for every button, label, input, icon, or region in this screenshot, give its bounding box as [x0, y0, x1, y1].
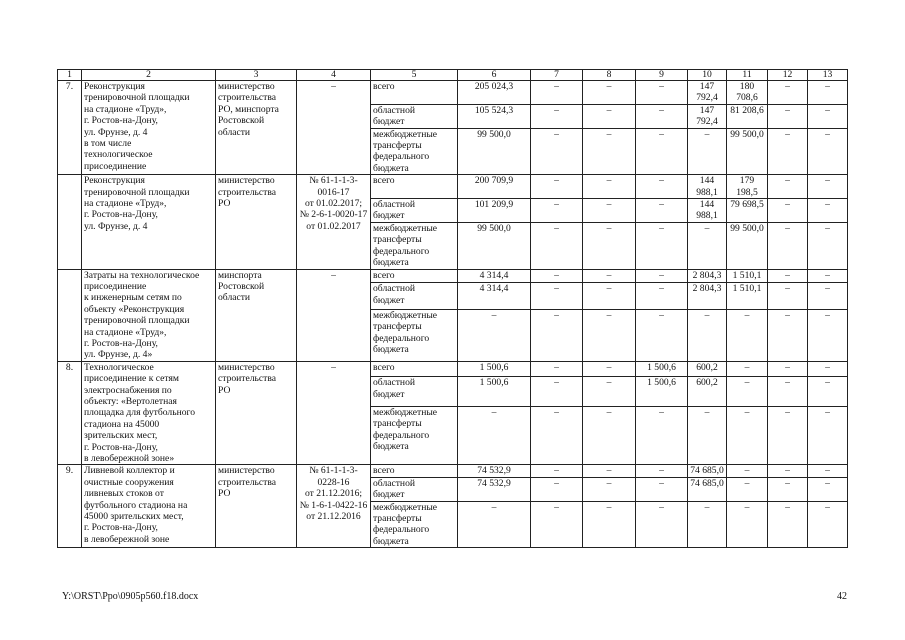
responsible-org-cell: министерство строительства РО	[216, 361, 297, 465]
funding-source-cell: областной бюджет	[371, 104, 458, 128]
amount-cell: –	[583, 128, 636, 175]
amount-cell: –	[768, 81, 808, 105]
table-row	[58, 269, 848, 283]
amount-cell: –	[531, 477, 583, 501]
row-number-cell	[58, 175, 82, 269]
amount-cell: –	[768, 477, 808, 501]
amount-cell: –	[531, 81, 583, 105]
amount-cell: 81 208,6	[727, 104, 768, 128]
column-header: 6	[458, 70, 531, 81]
funding-source-cell: областной бюджет	[371, 477, 458, 501]
amount-cell: 1 510,1	[727, 283, 768, 310]
column-header: 10	[688, 70, 727, 81]
funding-source-cell: всего	[371, 175, 458, 199]
row-number-cell: 7.	[58, 81, 82, 175]
amount-cell: 180 708,6	[727, 81, 768, 105]
amount-cell: –	[636, 175, 688, 199]
amount-cell: –	[808, 309, 848, 361]
amount-cell: –	[768, 199, 808, 223]
financing-table	[57, 69, 848, 548]
amount-cell: 147 792,4	[688, 104, 727, 128]
amount-cell: –	[583, 501, 636, 548]
amount-cell: –	[768, 104, 808, 128]
amount-cell: –	[458, 501, 531, 548]
amount-cell: –	[531, 501, 583, 548]
amount-cell: –	[636, 269, 688, 283]
object-name-cell: Реконструкция тренировочной площадки на стадионе «Труд», г. Ростов-на-Дону, ул. Фрунзе, д. 4 в том числе технологическое присоединение	[82, 81, 216, 175]
amount-cell: –	[768, 283, 808, 310]
amount-cell: 144 988,1	[688, 199, 727, 223]
amount-cell: 101 209,9	[458, 199, 531, 223]
amount-cell: –	[531, 283, 583, 310]
expertise-doc-cell: № 61-1-1-3- 0016-17 от 01.02.2017; № 2-6-1-0020-17 от 01.02.2017	[297, 175, 371, 269]
amount-cell: –	[531, 309, 583, 361]
column-header: 13	[808, 70, 848, 81]
column-header: 8	[583, 70, 636, 81]
amount-cell: –	[636, 128, 688, 175]
amount-cell: –	[531, 269, 583, 283]
expertise-doc-cell: № 61-1-1-3- 0228-16 от 21.12.2016; № 1-6-1-0422-16 от 21.12.2016	[297, 465, 371, 548]
amount-cell: –	[808, 199, 848, 223]
amount-cell: 200 709,9	[458, 175, 531, 199]
amount-cell: –	[531, 407, 583, 465]
funding-source-cell: всего	[371, 269, 458, 283]
column-header: 11	[727, 70, 768, 81]
amount-cell: –	[808, 81, 848, 105]
amount-cell: –	[688, 501, 727, 548]
column-header: 4	[297, 70, 371, 81]
amount-cell: –	[583, 309, 636, 361]
amount-cell: –	[808, 128, 848, 175]
amount-cell: 4 314,4	[458, 269, 531, 283]
amount-cell: –	[768, 128, 808, 175]
footer-file-path: Y:\ORST\Ppo\0905p560.f18.docx	[62, 591, 199, 602]
amount-cell: –	[808, 283, 848, 310]
column-header: 2	[82, 70, 216, 81]
amount-cell: –	[727, 465, 768, 477]
amount-cell: –	[808, 477, 848, 501]
amount-cell: –	[531, 199, 583, 223]
amount-cell: –	[583, 465, 636, 477]
amount-cell: 99 500,0	[727, 128, 768, 175]
amount-cell: –	[458, 309, 531, 361]
amount-cell: –	[531, 104, 583, 128]
amount-cell: –	[583, 104, 636, 128]
funding-source-cell: межбюджетные трансферты федерального бюджета	[371, 501, 458, 548]
amount-cell: –	[727, 477, 768, 501]
amount-cell: –	[636, 309, 688, 361]
table-row	[58, 81, 848, 105]
responsible-org-cell: министерство строительства РО	[216, 175, 297, 269]
amount-cell: –	[768, 361, 808, 377]
amount-cell: –	[583, 199, 636, 223]
table-row	[58, 175, 848, 199]
amount-cell: 99 500,0	[727, 222, 768, 269]
amount-cell: –	[727, 377, 768, 407]
amount-cell: –	[583, 407, 636, 465]
amount-cell: 1 500,6	[636, 361, 688, 377]
amount-cell: –	[727, 501, 768, 548]
amount-cell: 144 988,1	[688, 175, 727, 199]
amount-cell: 1 500,6	[458, 361, 531, 377]
amount-cell: –	[768, 175, 808, 199]
column-header: 1	[58, 70, 82, 81]
row-number-cell: 9.	[58, 465, 82, 548]
object-name-cell: Реконструкция тренировочной площадки на стадионе «Труд», г. Ростов-на-Дону, ул. Фрунзе, д. 4	[82, 175, 216, 269]
amount-cell: 179 198,5	[727, 175, 768, 199]
object-name-cell: Затраты на технологическое присоединение к инженерным сетям по объекту «Реконструкция тренировочной площадки на стадионе «Труд», г. Ростов-на-Дону, ул. Фрунзе, д. 4»	[82, 269, 216, 361]
amount-cell: –	[636, 104, 688, 128]
table-row	[58, 465, 848, 477]
amount-cell: –	[583, 81, 636, 105]
amount-cell: 79 698,5	[727, 199, 768, 223]
amount-cell: –	[808, 501, 848, 548]
amount-cell: 99 500,0	[458, 222, 531, 269]
amount-cell: –	[808, 104, 848, 128]
amount-cell: 600,2	[688, 361, 727, 377]
amount-cell: –	[768, 269, 808, 283]
amount-cell: –	[808, 269, 848, 283]
amount-cell: –	[531, 465, 583, 477]
amount-cell: –	[458, 407, 531, 465]
amount-cell: –	[808, 175, 848, 199]
funding-source-cell: областной бюджет	[371, 377, 458, 407]
amount-cell: 99 500,0	[458, 128, 531, 175]
amount-cell: –	[636, 501, 688, 548]
row-number-cell: 8.	[58, 361, 82, 465]
amount-cell: –	[688, 222, 727, 269]
amount-cell: –	[768, 309, 808, 361]
amount-cell: –	[583, 269, 636, 283]
funding-source-cell: всего	[371, 81, 458, 105]
amount-cell: –	[688, 309, 727, 361]
amount-cell: –	[583, 283, 636, 310]
amount-cell: –	[768, 407, 808, 465]
amount-cell: –	[636, 283, 688, 310]
amount-cell: –	[768, 377, 808, 407]
responsible-org-cell: минспорта Ростовской области	[216, 269, 297, 361]
amount-cell: –	[636, 81, 688, 105]
amount-cell: –	[531, 175, 583, 199]
amount-cell: –	[583, 477, 636, 501]
amount-cell: –	[688, 407, 727, 465]
amount-cell: 147 792,4	[688, 81, 727, 105]
amount-cell: –	[768, 501, 808, 548]
responsible-org-cell: министерство строительства РО	[216, 465, 297, 548]
amount-cell: –	[808, 361, 848, 377]
expertise-doc-cell: –	[297, 361, 371, 465]
amount-cell: –	[636, 222, 688, 269]
amount-cell: –	[768, 465, 808, 477]
responsible-org-cell: министерство строительства РО, минспорта Ростовской области	[216, 81, 297, 175]
amount-cell: –	[583, 175, 636, 199]
funding-source-cell: межбюджетные трансферты федерального бюджета	[371, 128, 458, 175]
amount-cell: –	[531, 377, 583, 407]
funding-source-cell: всего	[371, 465, 458, 477]
amount-cell: –	[636, 477, 688, 501]
amount-cell: 105 524,3	[458, 104, 531, 128]
object-name-cell: Ливневой коллектор и очистные сооружения ливневых стоков от футбольного стадиона на 45000 зрительских мест, г. Ростов-на-Дону, в левобережной зоне	[82, 465, 216, 548]
amount-cell: –	[636, 199, 688, 223]
column-header: 7	[531, 70, 583, 81]
amount-cell: 2 804,3	[688, 269, 727, 283]
amount-cell: –	[583, 361, 636, 377]
amount-cell: 1 510,1	[727, 269, 768, 283]
funding-source-cell: всего	[371, 361, 458, 377]
amount-cell: –	[808, 465, 848, 477]
amount-cell: 1 500,6	[458, 377, 531, 407]
column-header: 12	[768, 70, 808, 81]
funding-source-cell: межбюджетные трансферты федерального бюджета	[371, 407, 458, 465]
amount-cell: 74 685,0	[688, 477, 727, 501]
amount-cell: –	[808, 377, 848, 407]
object-name-cell: Технологическое присоединение к сетям электроснабжения по объекту: «Вертолетная площадка для футбольного стадиона на 45000 зрительских мест, г. Ростов-на-Дону, в левобережной зоне»	[82, 361, 216, 465]
column-header: 9	[636, 70, 688, 81]
amount-cell: –	[531, 222, 583, 269]
expertise-doc-cell: –	[297, 81, 371, 175]
amount-cell: –	[636, 407, 688, 465]
amount-cell: 205 024,3	[458, 81, 531, 105]
amount-cell: –	[531, 128, 583, 175]
funding-source-cell: областной бюджет	[371, 283, 458, 310]
amount-cell: 74 532,9	[458, 477, 531, 501]
row-number-cell	[58, 269, 82, 361]
table-row	[58, 361, 848, 377]
amount-cell: 74 532,9	[458, 465, 531, 477]
expertise-doc-cell: –	[297, 269, 371, 361]
funding-source-cell: межбюджетные трансферты федерального бюджета	[371, 222, 458, 269]
amount-cell: 2 804,3	[688, 283, 727, 310]
column-number-row	[58, 70, 848, 81]
amount-cell: –	[688, 128, 727, 175]
amount-cell: 74 685,0	[688, 465, 727, 477]
funding-source-cell: областной бюджет	[371, 199, 458, 223]
amount-cell: –	[768, 222, 808, 269]
amount-cell: –	[727, 361, 768, 377]
amount-cell: –	[531, 361, 583, 377]
amount-cell: –	[583, 222, 636, 269]
amount-cell: –	[808, 407, 848, 465]
amount-cell: 1 500,6	[636, 377, 688, 407]
amount-cell: –	[727, 407, 768, 465]
funding-source-cell: межбюджетные трансферты федерального бюджета	[371, 309, 458, 361]
column-header: 3	[216, 70, 297, 81]
amount-cell: –	[727, 309, 768, 361]
amount-cell: –	[636, 465, 688, 477]
column-header: 5	[371, 70, 458, 81]
amount-cell: –	[583, 377, 636, 407]
amount-cell: –	[808, 222, 848, 269]
amount-cell: 600,2	[688, 377, 727, 407]
page-number: 42	[837, 591, 847, 602]
amount-cell: 4 314,4	[458, 283, 531, 310]
